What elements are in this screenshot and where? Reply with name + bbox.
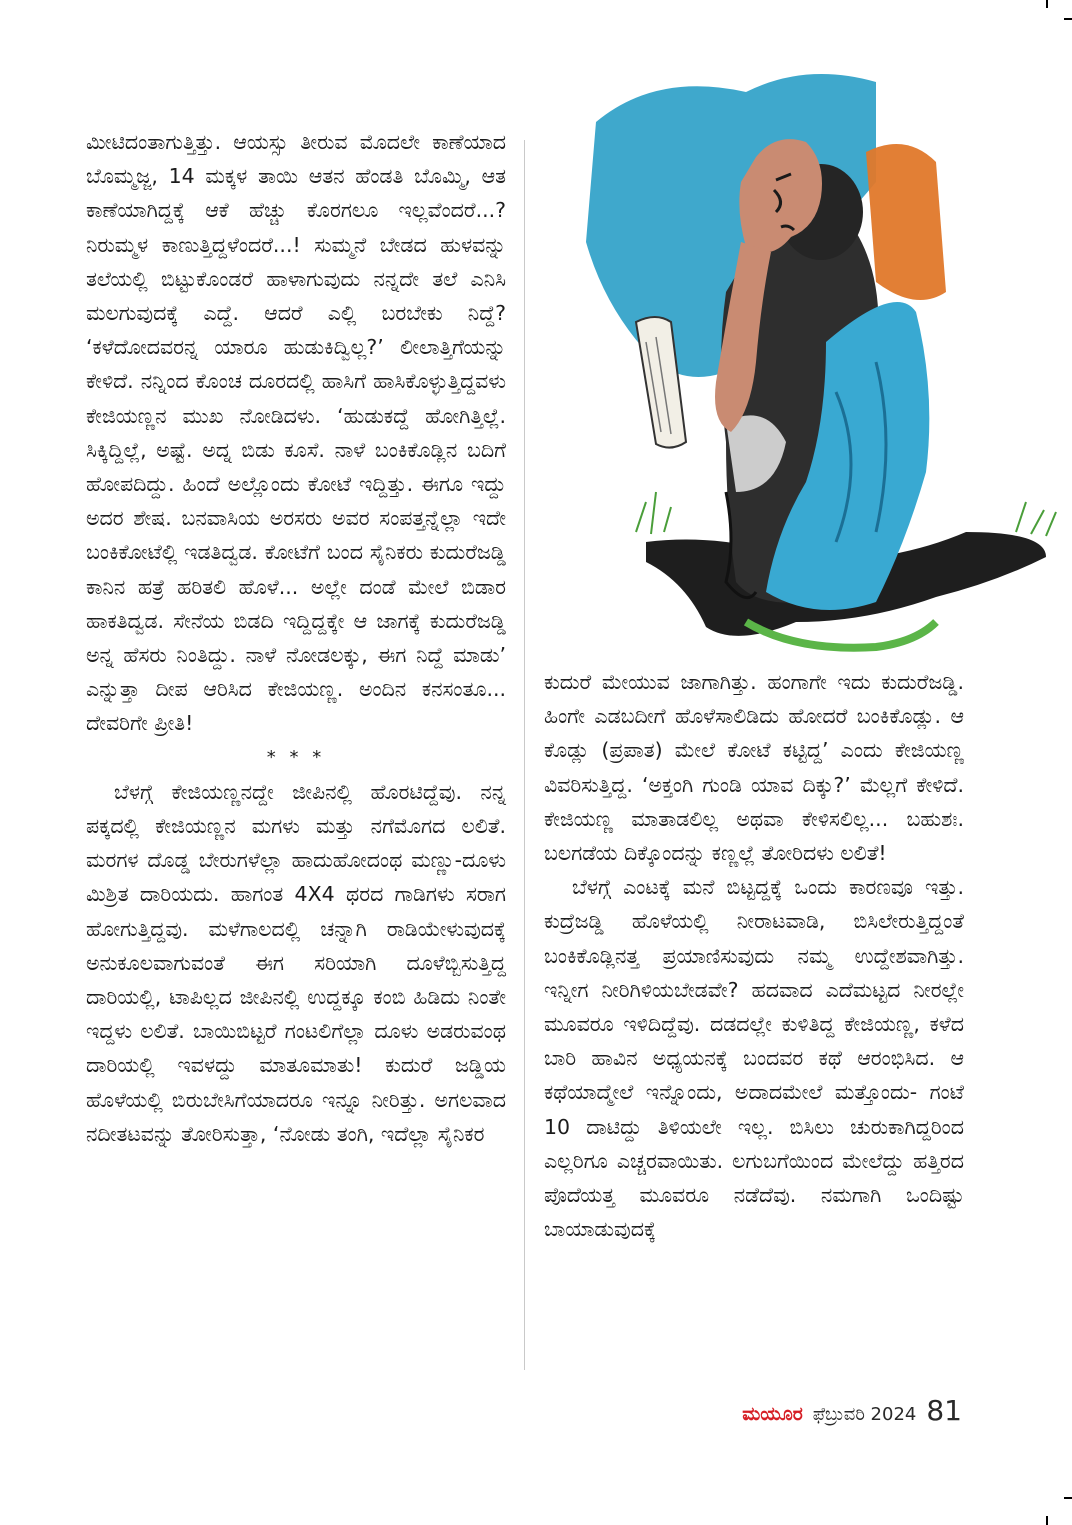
magazine-brand: ಮಯೂರ [742,1403,803,1425]
story-illustration [576,62,1068,658]
crop-mark-right-top [1064,18,1072,20]
crop-mark-top [1046,0,1048,8]
paragraph: ಬೆಳಗ್ಗೆ ಎಂಟಕ್ಕೆ ಮನೆ ಬಿಟ್ಟದ್ದಕ್ಕೆ ಒಂದು ಕಾರಣವೂ ಇತ್ತು. ಕುದ್ರೆಜಡ್ಡಿ ಹೊಳೆಯಲ್ಲಿ ನೀರಾಟವಾಡಿ, ಬಿಸಿಲೇರುತ್ತಿದ್ದಂತೆ ಬಂಕಿಕೊಡ್ಲಿನತ್ತ ಪ್ರಯಾಣಿಸುವುದು ನಮ್ಮ ಉದ್ದೇಶವಾಗಿತ್ತು. ಇನ್ನೀಗ ನೀರಿಗಿಳಿಯಬೇಡವೇ? ಹದವಾದ ಎದೆಮಟ್ಟದ ನೀರಲ್ಲೇ ಮೂವರೂ ಇಳಿದಿದ್ದೆವು. ದಡದಲ್ಲೇ ಕುಳಿತಿದ್ದ ಕೇಜಿಯಣ್ಣ, ಕಳೆದ ಬಾರಿ ಹಾವಿನ ಅಧ್ಯಯನಕ್ಕೆ ಬಂದವರ ಕಥೆ ಆರಂಭಿಸಿದ. ಆ ಕಥೆಯಾದ್ಮೇಲೆ ಇನ್ನೊಂದು, ಅದಾದಮೇಲೆ ಮತ್ತೊಂದು- ಗಂಟೆ 10 ದಾಟಿದ್ದು ತಿಳಿಯಲೇ ಇಲ್ಲ. ಬಿಸಿಲು ಚುರುಕಾಗಿದ್ದರಿಂದ ಎಲ್ಲರಿಗೂ ಎಚ್ಚರವಾಯಿತು. ಲಗುಬಗೆಯಿಂದ ಮೇಲೆದ್ದು ಹತ್ತಿರದ ಪೊದೆಯತ್ತ ಮೂವರೂ ನಡೆದೆವು. ನಮಗಾಗಿ ಒಂದಿಷ್ಟು ಬಾಯಾಡುವುದಕ್ಕೆ [544,875,964,1242]
article-right-column [544,665,964,1246]
section-break: * * * [266,746,326,768]
paragraph: ಮೀಟಿದಂತಾಗುತ್ತಿತ್ತು. ಆಯಸ್ಸು ತೀರುವ ಮೊದಲೇ ಕಾಣೆಯಾದ ಬೊಮ್ಮಜ್ಜ, 14 ಮಕ್ಕಳ ತಾಯಿ ಆತನ ಹೆಂಡತಿ ಬೊಮ್ಮಿ, ಆತ ಕಾಣೆಯಾಗಿದ್ದಕ್ಕೆ ಆಕೆ ಹೆಚ್ಚು ಕೊರಗಲೂ ಇಲ್ಲವೆಂದರೆ...? ನಿರುಮ್ಮಳ ಕಾಣುತ್ತಿದ್ದಳೆಂದರೆ...! ಸುಮ್ಮನೆ ಬೇಡದ ಹುಳವನ್ನು ತಲೆಯಲ್ಲಿ ಬಿಟ್ಟುಕೊಂಡರೆ ಹಾಳಾಗುವುದು ನನ್ನದೇ ತಲೆ ಎನಿಸಿ ಮಲಗುವುದಕ್ಕೆ ಎದ್ದೆ. ಆದರೆ ಎಲ್ಲಿ ಬರಬೇಕು ನಿದ್ದೆ? ‘ಕಳೆದೋದವರನ್ನ ಯಾರೂ ಹುಡುಕಿದ್ವಿಲ್ಲ?’ ಲೀಲಾತ್ತಿಗೆಯನ್ನು ಕೇಳಿದೆ. ನನ್ನಿಂದ ಕೊಂಚ ದೂರದಲ್ಲಿ ಹಾಸಿಗೆ ಹಾಸಿಕೊಳ್ಳುತ್ತಿದ್ದವಳು ಕೇಜಿಯಣ್ಣನ ಮುಖ ನೋಡಿದಳು. ‘ಹುಡುಕದ್ದೆ ಹೋಗಿತ್ತಿಲ್ಲೆ. ಸಿಕ್ಕಿದ್ದಿಲ್ಲೆ, ಅಷ್ಟೆ. ಅದ್ನ ಬಿಡು ಕೂಸೆ. ನಾಳೆ ಬಂಕಿಕೊಡ್ಲಿನ ಬದಿಗೆ ಹೋಪದಿದ್ದು. ಹಿಂದೆ ಅಲ್ಲೊಂದು ಕೋಟೆ ಇದ್ದಿತ್ತು. ಈಗೂ ಇದ್ದು ಅದರ ಶೇಷ. ಬನವಾಸಿಯ ಅರಸರು ಅವರ ಸಂಪತ್ತನ್ನೆಲ್ಲಾ ಇದೇ ಬಂಕಿಕೋಟೆಲ್ಲಿ ಇಡತಿದ್ವಡ. ಕೋಟೆಗೆ ಬಂದ ಸೈನಿಕರು ಕುದುರೆಜಡ್ಡಿ ಕಾನಿನ ಹತ್ರೆ ಹರಿತಲಿ ಹೊಳೆ... ಅಲ್ಲೇ ದಂಡೆ ಮೇಲೆ ಬಿಡಾರ ಹಾಕತಿದ್ವಡ. ಸೇನೆಯ ಬಿಡದಿ ಇದ್ದಿದ್ದಕ್ಕೇ ಆ ಜಾಗಕ್ಕೆ ಕುದುರೆಜಡ್ಡಿ ಅನ್ನ ಹೆಸರು ನಿಂತಿದ್ದು. ನಾಳೆ ನೋಡಲಕ್ಕು, ಈಗ ನಿದ್ದೆ ಮಾಡು’ ಎನ್ನುತ್ತಾ ದೀಪ ಆರಿಸಿದ ಕೇಜಿಯಣ್ಣ. ಅಂದಿನ ಕನಸಂತೂ... ದೇವರಿಗೇ ಪ್ರೀತಿ! [86,130,506,736]
paragraph: ಬೆಳಗ್ಗೆ ಕೇಜಿಯಣ್ಣನದ್ದೇ ಜೀಪಿನಲ್ಲಿ ಹೊರಟಿದ್ದೆವು. ನನ್ನ ಪಕ್ಕದಲ್ಲಿ ಕೇಜಿಯಣ್ಣನ ಮಗಳು ಮತ್ತು ನಗೆಮೊಗದ ಲಲಿತೆ. ಮರಗಳ ದೊಡ್ಡ ಬೇರುಗಳೆಲ್ಲಾ ಹಾದುಹೋದಂಥ ಮಣ್ಣು-ದೂಳು ಮಿಶ್ರಿತ ದಾರಿಯದು. ಹಾಗಂತ 4X4 ಥರದ ಗಾಡಿಗಳು ಸರಾಗ ಹೋಗುತ್ತಿದ್ದವು. ಮಳೆಗಾಲದಲ್ಲಿ ಚನ್ನಾಗಿ ರಾಡಿಯೇಳುವುದಕ್ಕೆ ಅನುಕೂಲವಾಗುವಂತೆ ಈಗ ಸರಿಯಾಗಿ ದೂಳೆಬ್ಬಿಸುತ್ತಿದ್ದ ದಾರಿಯಲ್ಲಿ, ಟಾಪಿಲ್ಲದ ಜೀಪಿನಲ್ಲಿ ಉದ್ದಕ್ಕೂ ಕಂಬಿ ಹಿಡಿದು ನಿಂತೇ ಇದ್ದಳು ಲಲಿತೆ. ಬಾಯಿಬಿಟ್ಟರೆ ಗಂಟಲಿಗೆಲ್ಲಾ ದೂಳು ಅಡರುವಂಥ ದಾರಿಯಲ್ಲಿ ಇವಳದ್ದು ಮಾತೂಮಾತು! ಕುದುರೆ ಜಡ್ಡಿಯ ಹೊಳೆಯಲ್ಲಿ ಬಿರುಬೇಸಿಗೆಯಾದರೂ ಇನ್ನೂ ನೀರಿತ್ತು. ಅಗಲವಾದ ನದೀತಟವನ್ನು ತೋರಿಸುತ್ತಾ, ‘ನೋಡು ತಂಗಿ, ಇದೆಲ್ಲಾ ಸೈನಿಕರ [86,779,506,1146]
page-footer [742,1394,962,1427]
paragraph: ಕುದುರೆ ಮೇಯುವ ಜಾಗಾಗಿತ್ತು. ಹಂಗಾಗೇ ಇದು ಕುದುರೆಜಡ್ಡಿ. ಹಿಂಗೇ ಎಡಬದೀಗೆ ಹೊಳೆಸಾಲಿಡಿದು ಹೋದರೆ ಬಂಕಿಕೊಡ್ಲು. ಆ ಕೊಡ್ಲು (ಪ್ರಪಾತ) ಮೇಲೆ ಕೋಟೆ ಕಟ್ಟಿದ್ದ’ ಎಂದು ಕೇಜಿಯಣ್ಣ ವಿವರಿಸುತ್ತಿದ್ದ. ‘ಅಕ್ತಂಗಿ ಗುಂಡಿ ಯಾವ ದಿಕ್ಕು?’ ಮೆಲ್ಲಗೆ ಕೇಳಿದೆ. ಕೇಜಿಯಣ್ಣ ಮಾತಾಡಲಿಲ್ಲ ಅಥವಾ ಕೇಳಿಸಲಿಲ್ಲ... ಬಹುಶಃ. ಬಲಗಡೆಯ ದಿಕ್ಕೊಂದನ್ನು ಕಣ್ಣಲ್ಲೆ ತೋರಿದಳು ಲಲಿತೆ! [544,670,964,866]
crop-mark-right-bottom [1064,1497,1072,1499]
column-divider [524,140,525,1370]
orange-wash [866,144,946,300]
crop-mark-bottom [1046,1516,1048,1525]
page-number: 81 [926,1394,962,1427]
issue-date: ಫೆಬ್ರುವರಿ 2024 [812,1404,917,1425]
article-left-column [86,125,506,1151]
